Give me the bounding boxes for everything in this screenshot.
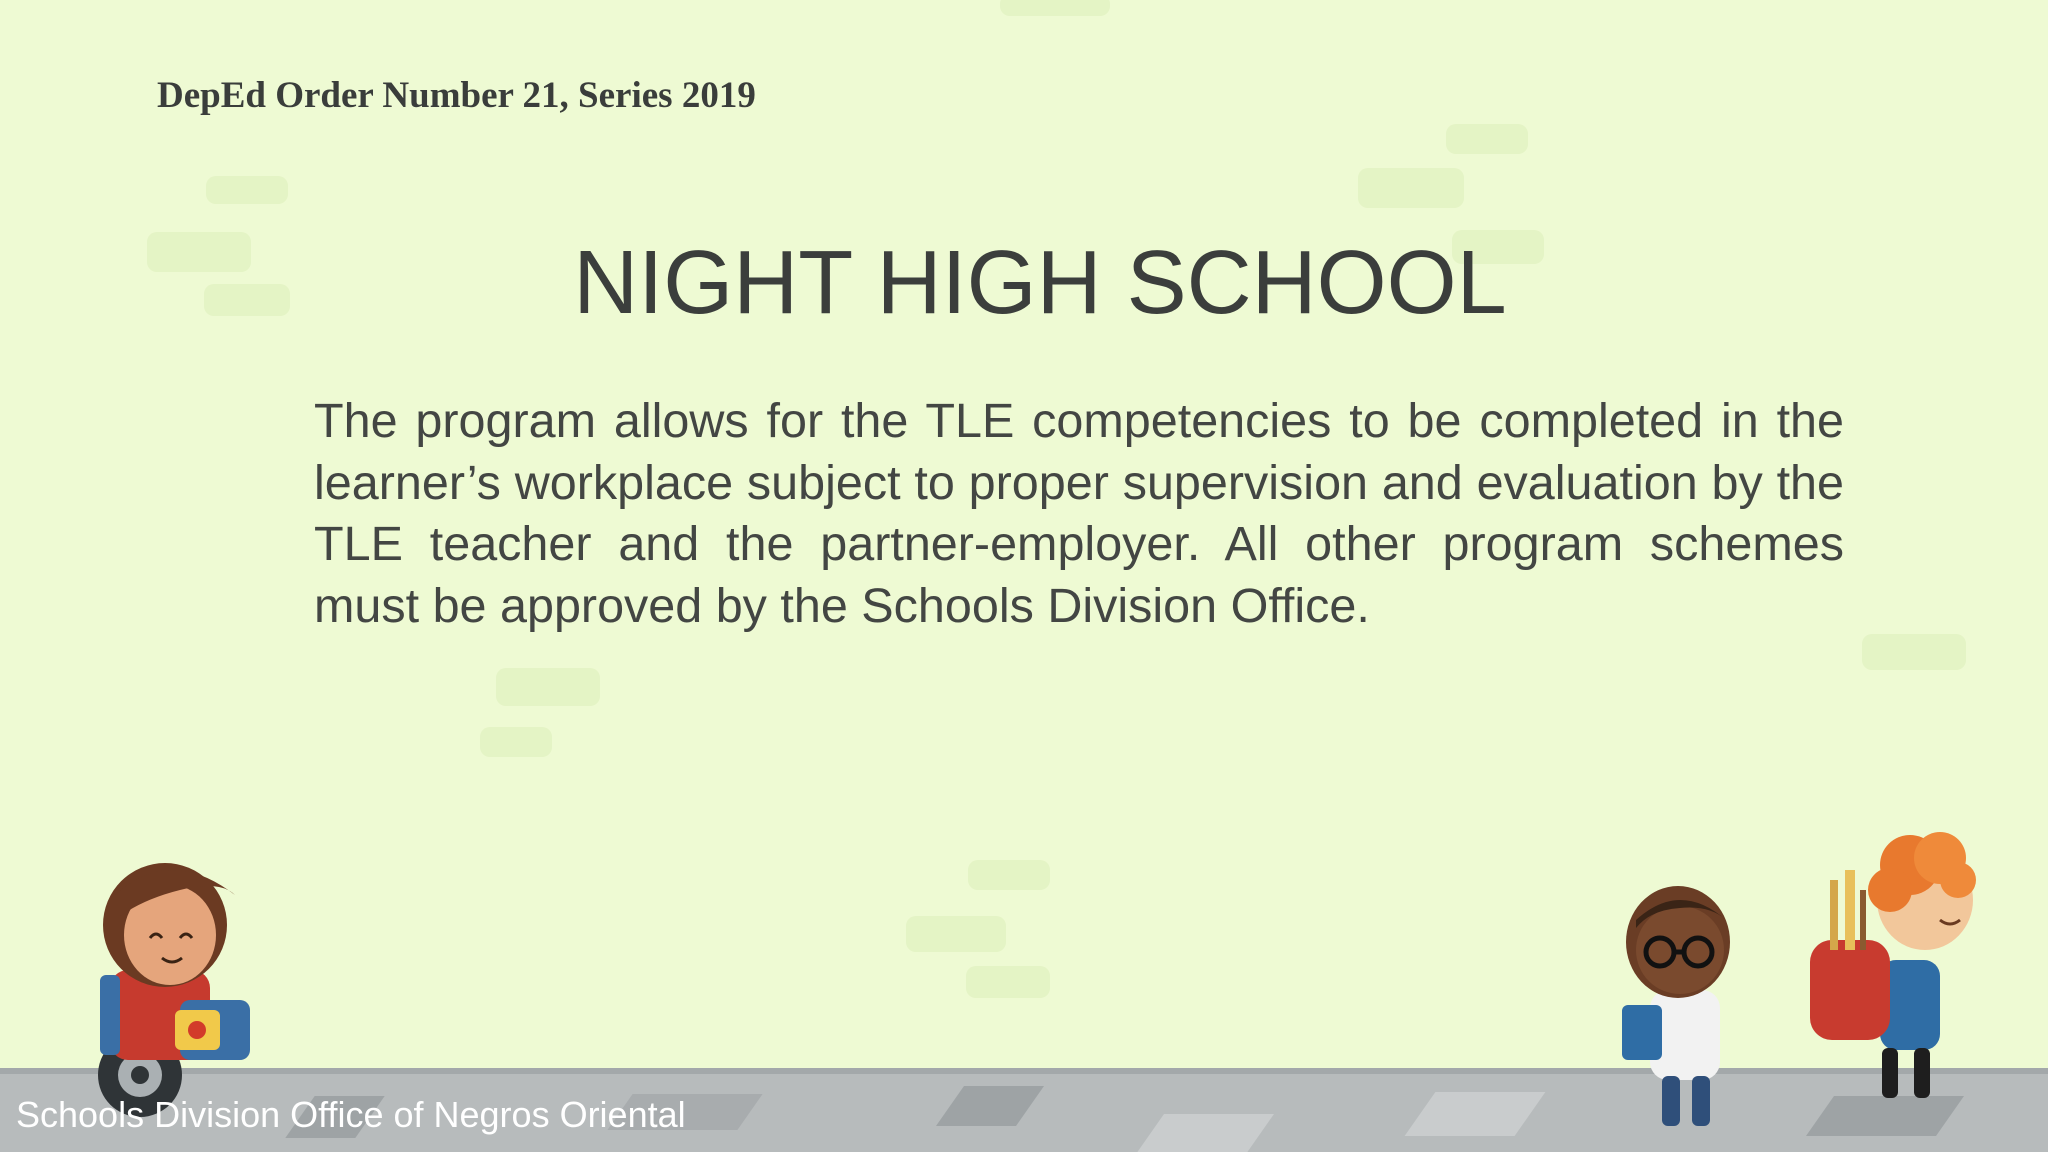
page-title: NIGHT HIGH SCHOOL — [573, 233, 1507, 333]
background-brush-stroke — [1446, 124, 1528, 154]
road-stripe — [1136, 1114, 1274, 1152]
background-brush-stroke — [968, 860, 1050, 890]
boy-with-backpack-icon — [1790, 820, 1990, 1120]
footer-office-name: Schools Division Office of Negros Oriental — [16, 1094, 686, 1135]
program-description: The program allows for the TLE competencies to be completed in the learner’s workplace subject to proper supervision and evaluation by the TLE teacher and the partner-employer. All other program schemes must be approved by the Schools Division Office. — [314, 394, 1844, 633]
order-reference: DepEd Order Number 21, Series 2019 — [157, 75, 756, 116]
boy-with-glasses-icon — [1600, 880, 1770, 1140]
road-stripe — [1405, 1092, 1546, 1136]
background-brush-stroke — [480, 727, 552, 757]
background-brush-stroke — [906, 916, 1006, 952]
background-brush-stroke — [206, 176, 288, 204]
background-brush-stroke — [496, 668, 600, 706]
background-brush-stroke — [1358, 168, 1464, 208]
background-brush-stroke — [1000, 0, 1110, 16]
background-brush-stroke — [966, 966, 1050, 998]
road-stripe — [936, 1086, 1044, 1126]
background-brush-stroke — [1862, 634, 1966, 670]
girl-in-wheelchair-icon — [70, 850, 310, 1120]
